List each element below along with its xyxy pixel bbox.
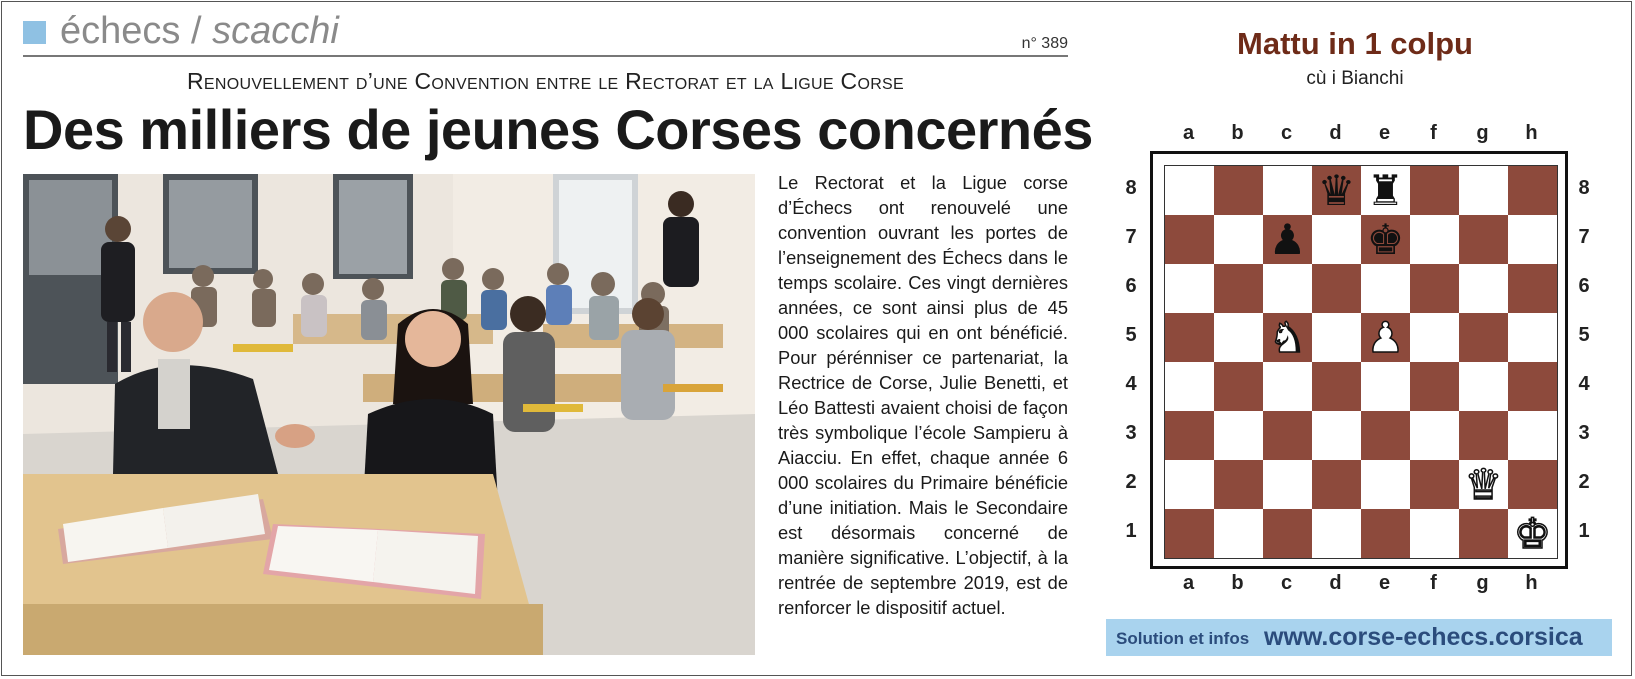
file-label-top: a: [1182, 122, 1195, 144]
file-label-top: f: [1430, 122, 1437, 144]
rank-label-left: 2: [1125, 471, 1137, 493]
square-b4: [1214, 362, 1263, 411]
section-name-fr: échecs: [60, 10, 181, 52]
white-pawn-icon: ♟: [1366, 313, 1405, 362]
solution-label: Solution et infos: [1116, 629, 1250, 648]
square-h8: [1508, 166, 1557, 215]
square-e5: [1361, 313, 1410, 362]
square-d8: [1312, 166, 1361, 215]
file-label-bottom: e: [1378, 572, 1391, 594]
file-label-bottom: a: [1182, 572, 1195, 594]
file-label-bottom: c: [1280, 572, 1293, 594]
issue-number: n° 389: [1021, 35, 1068, 52]
file-label-top: h: [1525, 122, 1538, 144]
file-label-top: b: [1231, 122, 1244, 144]
rank-label-left: 4: [1125, 373, 1137, 395]
square-b8: [1214, 166, 1263, 215]
square-e3: [1361, 411, 1410, 460]
square-h4: [1508, 362, 1557, 411]
square-h6: [1508, 264, 1557, 313]
square-a2: [1165, 460, 1214, 509]
square-f1: [1410, 509, 1459, 558]
file-label-top: g: [1476, 122, 1489, 144]
square-d5: [1312, 313, 1361, 362]
square-c5: [1263, 313, 1312, 362]
square-e8: [1361, 166, 1410, 215]
white-knight-icon: ♞: [1268, 313, 1307, 362]
square-c3: [1263, 411, 1312, 460]
square-g8: [1459, 166, 1508, 215]
black-queen-icon: ♛: [1317, 166, 1356, 215]
section-header: [23, 8, 1068, 56]
square-a6: [1165, 264, 1214, 313]
white-king-icon: ♚: [1513, 509, 1552, 558]
black-pawn-icon: ♟: [1268, 215, 1307, 264]
square-h1: [1508, 509, 1557, 558]
file-label-bottom: h: [1525, 572, 1538, 594]
file-label-bottom: b: [1231, 572, 1244, 594]
square-c1: [1263, 509, 1312, 558]
square-d2: [1312, 460, 1361, 509]
square-d7: [1312, 215, 1361, 264]
square-d3: [1312, 411, 1361, 460]
square-e6: [1361, 264, 1410, 313]
section-name: [60, 10, 339, 53]
section-name-co: scacchi: [212, 10, 339, 52]
square-h3: [1508, 411, 1557, 460]
solution-banner: [1106, 619, 1612, 656]
article-photo: [23, 174, 755, 655]
square-g7: [1459, 215, 1508, 264]
rank-label-right: 7: [1578, 226, 1590, 248]
square-f6: [1410, 264, 1459, 313]
square-e4: [1361, 362, 1410, 411]
rank-label-left: 6: [1125, 275, 1137, 297]
square-h7: [1508, 215, 1557, 264]
rank-label-left: 1: [1125, 520, 1137, 542]
square-a8: [1165, 166, 1214, 215]
section-separator: /: [180, 10, 213, 52]
square-g1: [1459, 509, 1508, 558]
section-marker-icon: [23, 21, 46, 44]
file-label-top: e: [1378, 122, 1391, 144]
rank-label-right: 3: [1578, 422, 1590, 444]
website-link[interactable]: www.corse-echecs.corsica: [1264, 623, 1583, 651]
rank-label-left: 3: [1125, 422, 1137, 444]
square-a7: [1165, 215, 1214, 264]
rank-label-right: 4: [1578, 373, 1590, 395]
square-g2: [1459, 460, 1508, 509]
square-f2: [1410, 460, 1459, 509]
square-b2: [1214, 460, 1263, 509]
square-g4: [1459, 362, 1508, 411]
file-label-top: d: [1329, 122, 1342, 144]
square-f4: [1410, 362, 1459, 411]
rank-label-left: 5: [1125, 324, 1137, 346]
puzzle-title: Mattu in 1 colpu: [1237, 26, 1473, 61]
classroom-photo-illustration: [23, 174, 755, 655]
article-body: Le Rectorat et la Ligue corse d’Échecs ont renouvelé une convention ouvrant les portes de l’enseignement des Échecs dans le temps scolaire. Ces vingt dernières années, ce sont ainsi plus de 45 000 scolaires qui en ont bénéficié. Pour pérénniser ce partenariat, la Rectrice de Corse, Julie Benetti, et Léo Battesti avaient choisi de façon très symbolique l’école Sampieru à Aiacciu. En effet, chaque année 6 000 scolaires du Primaire bénéficie d’une initiation. Mais le Secondaire est désormais concerné de manière significative. L’objectif, à la rentrée de septembre 2019, est de renforcer le dispositif actuel.: [778, 172, 1068, 618]
square-c6: [1263, 264, 1312, 313]
square-d4: [1312, 362, 1361, 411]
square-d6: [1312, 264, 1361, 313]
square-h5: [1508, 313, 1557, 362]
square-a1: [1165, 509, 1214, 558]
square-h2: [1508, 460, 1557, 509]
puzzle-subtitle: cù i Bianchi: [1306, 68, 1404, 89]
rank-label-left: 8: [1125, 177, 1137, 199]
square-a3: [1165, 411, 1214, 460]
file-label-bottom: d: [1329, 572, 1342, 594]
square-c8: [1263, 166, 1312, 215]
white-queen-icon: ♛: [1464, 460, 1503, 509]
rank-label-right: 8: [1578, 177, 1590, 199]
square-e2: [1361, 460, 1410, 509]
square-a5: [1165, 313, 1214, 362]
header-divider: [23, 55, 1068, 57]
rank-label-left: 7: [1125, 226, 1137, 248]
square-b6: [1214, 264, 1263, 313]
square-c7: [1263, 215, 1312, 264]
file-label-bottom: f: [1430, 572, 1437, 594]
square-e1: [1361, 509, 1410, 558]
rank-label-right: 5: [1578, 324, 1590, 346]
square-f8: [1410, 166, 1459, 215]
square-a4: [1165, 362, 1214, 411]
square-f5: [1410, 313, 1459, 362]
file-label-top: c: [1280, 122, 1293, 144]
black-rook-icon: ♜: [1366, 166, 1405, 215]
rank-label-right: 6: [1578, 275, 1590, 297]
article-kicker: Renouvellement d’une Convention entre le Rectorat et la Ligue Corse: [186, 68, 904, 94]
chessboard: [1164, 165, 1558, 559]
square-g5: [1459, 313, 1508, 362]
square-e7: [1361, 215, 1410, 264]
square-f7: [1410, 215, 1459, 264]
rank-label-right: 1: [1578, 520, 1590, 542]
square-b1: [1214, 509, 1263, 558]
square-g3: [1459, 411, 1508, 460]
square-b7: [1214, 215, 1263, 264]
black-king-icon: ♚: [1366, 215, 1405, 264]
file-label-bottom: g: [1476, 572, 1489, 594]
rank-label-right: 2: [1578, 471, 1590, 493]
square-f3: [1410, 411, 1459, 460]
square-d1: [1312, 509, 1361, 558]
square-c2: [1263, 460, 1312, 509]
square-b3: [1214, 411, 1263, 460]
square-g6: [1459, 264, 1508, 313]
square-c4: [1263, 362, 1312, 411]
square-b5: [1214, 313, 1263, 362]
article-headline: Des milliers de jeunes Corses concernés: [23, 98, 1093, 161]
